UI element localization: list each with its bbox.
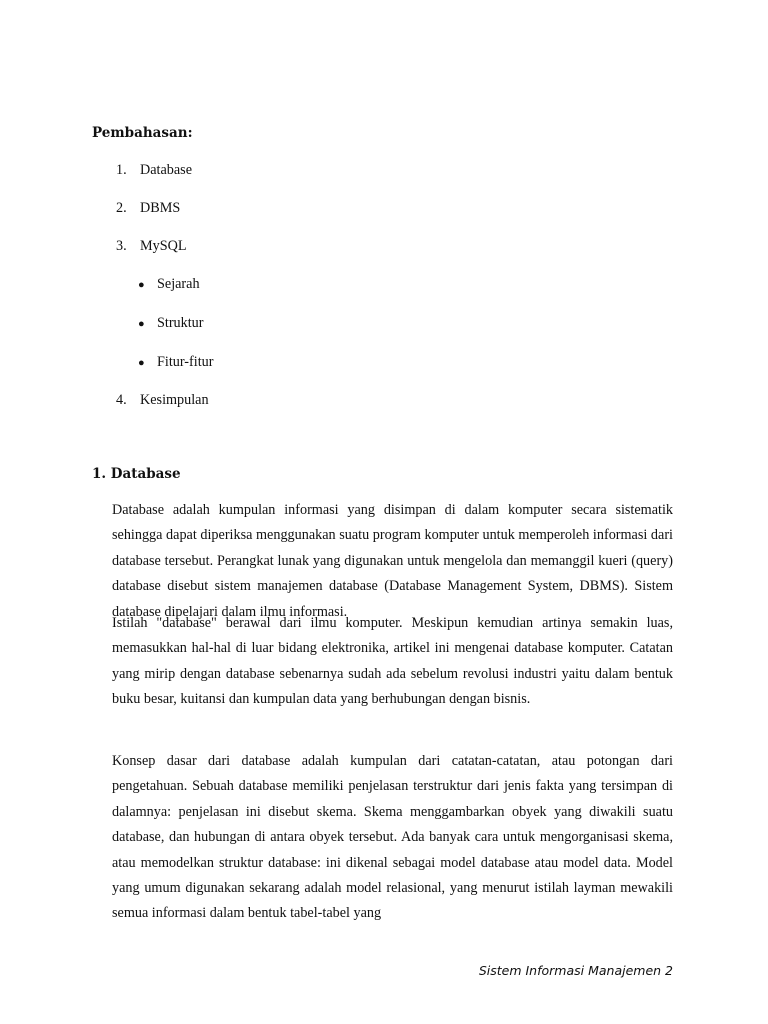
sub-item-fitur: Fitur-fitur bbox=[157, 354, 214, 370]
outline-item-number: 1. bbox=[116, 162, 127, 178]
paragraph: Konsep dasar dari database adalah kumpulan dari catatan-catatan, atau potongan dari pengetahuan. Sebuah database memiliki penjelasan terstruktur dari jenis fakta yang tersimpan di dalamnya: penjelasan ini disebut skema. Skema menggambarkan obyek yang diwakili suatu database, dan hubungan di antara obyek tersebut. Ada banyak cara untuk mengorganisasi skema, atau memodelkan struktur database: ini dikenal sebagai model database atau model data. Model yang umum digunakan sekarang adalah model relasional, yang menurut istilah layman mewakili semua informasi dalam bentuk tabel-tabel yang bbox=[112, 753, 673, 922]
outline-heading: Pembahasan: bbox=[92, 125, 193, 141]
page-footer: Sistem Informasi Manajemen 2 bbox=[478, 963, 673, 978]
bullet-icon: ● bbox=[138, 357, 145, 369]
sub-item-struktur: Struktur bbox=[157, 315, 204, 331]
outline-item-database: Database bbox=[140, 162, 192, 178]
bullet-icon: ● bbox=[138, 318, 145, 330]
outline-item-number: 2. bbox=[116, 200, 127, 216]
section-heading: 1. Database bbox=[92, 466, 181, 482]
outline-item-number: 3. bbox=[116, 238, 127, 254]
outline-item-kesimpulan: Kesimpulan bbox=[140, 392, 209, 408]
bullet-icon: ● bbox=[138, 279, 145, 291]
sub-item-sejarah: Sejarah bbox=[157, 276, 200, 292]
paragraph: Database adalah kumpulan informasi yang disimpan di dalam komputer secara sistematik sehingga dapat diperiksa menggunakan suatu program komputer untuk memperoleh informasi dari database tersebut. Perangkat lunak yang digunakan untuk mengelola dan memanggil kueri (query) database disebut sistem manajemen database (Database Management System, DBMS). Sistem database dipelajari dalam ilmu informasi. bbox=[112, 502, 673, 620]
outline-item-mysql: MySQL bbox=[140, 238, 187, 254]
outline-item-dbms: DBMS bbox=[140, 200, 181, 216]
outline-item-number: 4. bbox=[116, 392, 127, 408]
paragraph: Istilah "database" berawal dari ilmu komputer. Meskipun kemudian artinya semakin luas, memasukkan hal-hal di luar bidang elektronika, artikel ini mengenai database komputer. Catatan yang mirip dengan database sebenarnya sudah ada sebelum revolusi industri yaitu dalam bentuk buku besar, kuitansi dan kumpulan data yang berhubungan dengan bisnis. bbox=[112, 615, 673, 708]
